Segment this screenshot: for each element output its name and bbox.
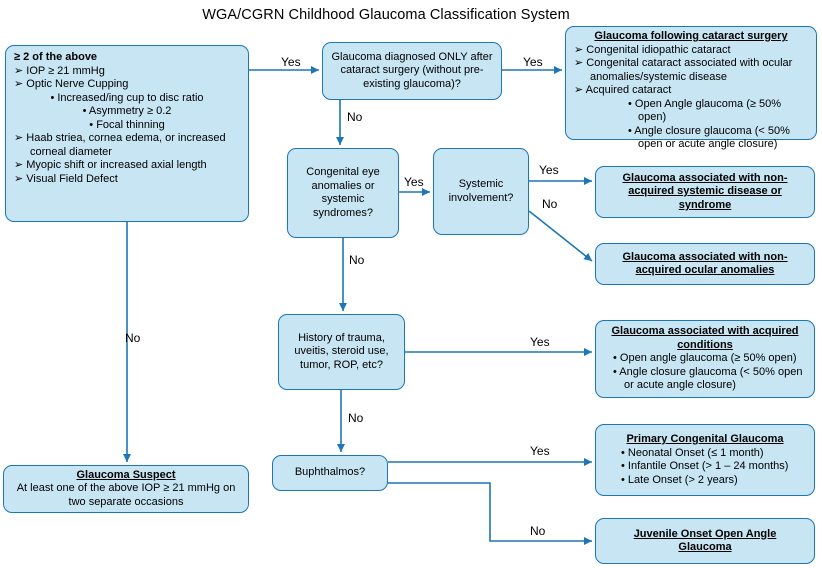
edge-label-yes: Yes — [523, 55, 543, 69]
question-text: Buphthalmos? — [294, 466, 366, 479]
question-text: Congenital eye anomalies or systemic syndromes? — [306, 166, 380, 219]
edge-label-no: No — [349, 253, 365, 267]
edge-label-no: No — [542, 197, 558, 211]
systemic-question-box — [433, 148, 529, 235]
list-item: • Angle closure glaucoma (< 50% open or acute angle closure) — [628, 124, 790, 150]
edge-label-no: No — [125, 331, 141, 345]
acquired-conditions-box — [595, 320, 815, 398]
outcome-heading: Glaucoma associated with non-acquired ocular anomalies — [622, 250, 788, 276]
congenital-question-box — [287, 148, 399, 238]
edge-label-no: No — [348, 411, 364, 425]
edge-label-yes: Yes — [404, 175, 424, 189]
edge-label-yes: Yes — [530, 444, 550, 458]
edge-label-no: No — [347, 110, 363, 124]
question-text: History of trauma, uveitis, steroid use, tumor, ROP, etc? — [294, 331, 389, 371]
nonacquired-systemic-box — [595, 166, 815, 218]
history-question-box — [278, 314, 405, 390]
glaucoma-suspect-box — [3, 465, 249, 513]
edge-buphthalmos-no — [388, 483, 592, 541]
criteria-heading: ≥ 2 of the above — [14, 51, 98, 63]
question-text: Systemic involvement? — [448, 178, 514, 204]
nonacquired-ocular-box — [595, 243, 815, 285]
list-item: ➢ Visual Field Defect — [14, 172, 118, 185]
list-item: ➢ Haab striea, cornea edema, or increased corneal diameter — [14, 132, 226, 158]
edge-label-no: No — [530, 524, 546, 538]
outcome-heading: Glaucoma Suspect — [76, 468, 176, 481]
outcome-heading: Primary Congenital Glaucoma — [626, 433, 784, 445]
cataract-question-box — [322, 42, 502, 100]
outcome-heading: Juvenile Onset Open Angle Glaucoma — [633, 527, 777, 553]
cataract-outcome-box — [565, 26, 817, 150]
criteria-box — [5, 45, 249, 222]
list-item: • Asymmetry ≥ 0.2 — [82, 105, 172, 117]
list-item: • Infantile Onset (> 1 – 24 months) — [621, 460, 789, 472]
edge-label-yes: Yes — [539, 163, 559, 177]
buphthalmos-question-box — [272, 455, 388, 491]
list-item: ➢ Optic Nerve Cupping — [14, 78, 129, 90]
list-item: ➢ Myopic shift or increased axial length — [14, 159, 207, 171]
edge-systemic-no — [529, 211, 592, 261]
list-item: • Late Onset (> 2 years) — [621, 473, 738, 486]
list-item: • Open Angle glaucoma (≥ 50% open) — [628, 97, 781, 123]
primary-congenital-box — [595, 424, 815, 496]
list-item: • Increased/ing cup to disc ratio — [50, 91, 204, 104]
page-title: WGA/CGRN Childhood Glaucoma Classification System — [202, 7, 570, 23]
outcome-heading: Glaucoma associated with non-acquired systemic disease or syndrome — [622, 171, 788, 211]
list-item: • Open angle glaucoma (≥ 50% open) — [613, 352, 797, 365]
list-item: ➢ IOP ≥ 21 mmHg — [14, 64, 105, 77]
list-item: ➢ Congenital cataract associated with ocular anomalies/systemic disease — [574, 57, 793, 83]
question-text: Glaucoma diagnosed ONLY after cataract surgery (without pre-existing glaucoma)? — [331, 50, 493, 90]
edge-label-yes: Yes — [530, 335, 550, 349]
outcome-heading: Glaucoma following cataract surgery — [594, 30, 788, 42]
edge-label-yes: Yes — [281, 55, 301, 69]
suspect-body-text: At least one of the above IOP ≥ 21 mmHg on two separate occasions — [16, 482, 236, 508]
juvenile-onset-box — [595, 518, 815, 564]
list-item: • Focal thinning — [89, 118, 165, 131]
list-item: • Neonatal Onset (≤ 1 month) — [621, 446, 764, 459]
list-item: • Angle closure glaucoma (< 50% open or acute angle closure) — [613, 365, 803, 392]
list-item: ➢ Acquired cataract — [574, 84, 672, 96]
outcome-heading: Glaucoma associated with acquired conditions — [611, 325, 799, 351]
list-item: ➢ Congenital idiopathic cataract — [574, 43, 731, 56]
